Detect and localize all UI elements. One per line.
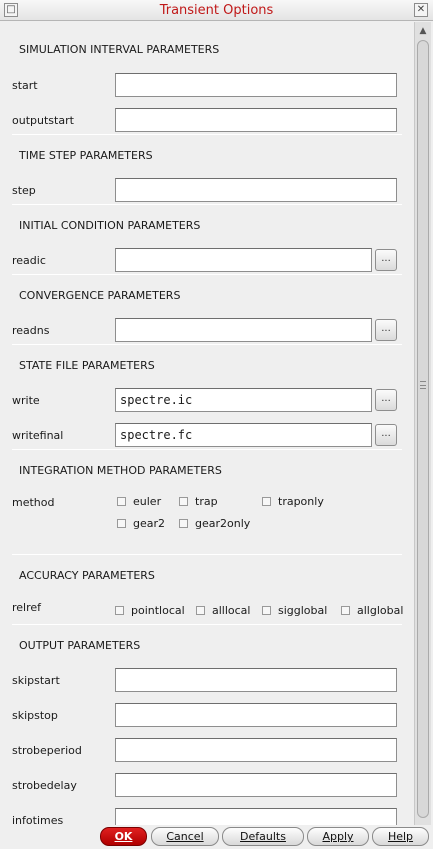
method-option-traponly[interactable] [262,495,324,508]
start-input[interactable] [115,73,397,97]
writefinal-browse-button[interactable]: ... [375,424,397,446]
method-option-euler[interactable] [117,495,161,508]
strobeperiod-input[interactable] [115,738,397,762]
checkbox[interactable] [115,606,124,615]
method-label: method [12,496,55,509]
section-convergence: CONVERGENCE PARAMETERS [19,289,181,302]
divider [12,134,402,135]
divider [12,344,402,345]
title-bar[interactable] [0,0,433,21]
help-button[interactable]: Help [372,827,429,846]
start-label: start [12,79,38,92]
writefinal-label: writefinal [12,429,64,442]
write-input[interactable]: spectre.ic [115,388,372,412]
option-label: gear2 [133,517,166,530]
relref-label: relref [12,601,42,614]
defaults-button[interactable]: Defaults [222,827,304,846]
section-simulation-interval: SIMULATION INTERVAL PARAMETERS [19,43,220,56]
step-input[interactable] [115,178,397,202]
checkbox[interactable] [262,497,271,506]
write-browse-button[interactable]: ... [375,389,397,411]
option-label: gear2only [195,517,251,530]
infotimes-input[interactable] [115,808,397,825]
option-label: alllocal [212,604,251,617]
strobedelay-input[interactable] [115,773,397,797]
infotimes-label: infotimes [12,814,64,825]
skipstart-label: skipstart [12,674,60,687]
options-form [0,22,414,825]
checkbox[interactable] [117,497,126,506]
checkbox[interactable] [341,606,350,615]
step-label: step [12,184,36,197]
checkbox[interactable] [196,606,205,615]
section-time-step: TIME STEP PARAMETERS [19,149,153,162]
outputstart-label: outputstart [12,114,74,127]
scroll-grip-icon [420,381,426,389]
section-initial-condition: INITIAL CONDITION PARAMETERS [19,219,201,232]
strobedelay-label: strobedelay [12,779,77,792]
section-accuracy: ACCURACY PARAMETERS [19,569,155,582]
divider [12,204,402,205]
readic-label: readic [12,254,46,267]
readic-browse-button[interactable]: ... [375,249,397,271]
checkbox[interactable] [117,519,126,528]
method-option-gear2[interactable] [117,517,165,530]
divider [12,554,402,555]
section-integration-method: INTEGRATION METHOD PARAMETERS [19,464,222,477]
readns-input[interactable] [115,318,372,342]
relref-option-allglobal[interactable] [341,604,403,617]
cancel-button[interactable]: Cancel [151,827,219,846]
readic-input[interactable] [115,248,372,272]
option-label: euler [133,495,162,508]
ok-button[interactable]: OK [100,827,147,846]
apply-button[interactable]: Apply [307,827,369,846]
outputstart-input[interactable] [115,108,397,132]
readns-browse-button[interactable]: ... [375,319,397,341]
checkbox[interactable] [179,519,188,528]
strobeperiod-label: strobeperiod [12,744,82,757]
divider [12,274,402,275]
option-label: traponly [278,495,324,508]
window-title: Transient Options [159,3,274,18]
relref-option-alllocal[interactable] [196,604,250,617]
skipstart-input[interactable] [115,668,397,692]
readns-label: readns [12,324,50,337]
window-menu-icon[interactable]: □ [4,3,18,17]
option-label: pointlocal [131,604,185,617]
skipstop-input[interactable] [115,703,397,727]
section-state-file: STATE FILE PARAMETERS [19,359,155,372]
scroll-thumb[interactable] [417,40,429,818]
button-bar [0,825,433,849]
checkbox[interactable] [262,606,271,615]
close-icon[interactable]: ✕ [414,3,428,17]
skipstop-label: skipstop [12,709,58,722]
method-option-trap[interactable] [179,495,218,508]
relref-option-sigglobal[interactable] [262,604,327,617]
writefinal-input[interactable]: spectre.fc [115,423,372,447]
divider [12,449,402,450]
checkbox[interactable] [179,497,188,506]
option-label: trap [195,495,218,508]
write-label: write [12,394,40,407]
relref-option-pointlocal[interactable] [115,604,185,617]
option-label: sigglobal [278,604,328,617]
section-output: OUTPUT PARAMETERS [19,639,141,652]
method-option-gear2only[interactable] [179,517,250,530]
option-label: allglobal [357,604,404,617]
scroll-up-arrow-icon[interactable]: ▲ [419,26,427,36]
divider [12,624,402,625]
vertical-scrollbar[interactable] [414,22,431,825]
